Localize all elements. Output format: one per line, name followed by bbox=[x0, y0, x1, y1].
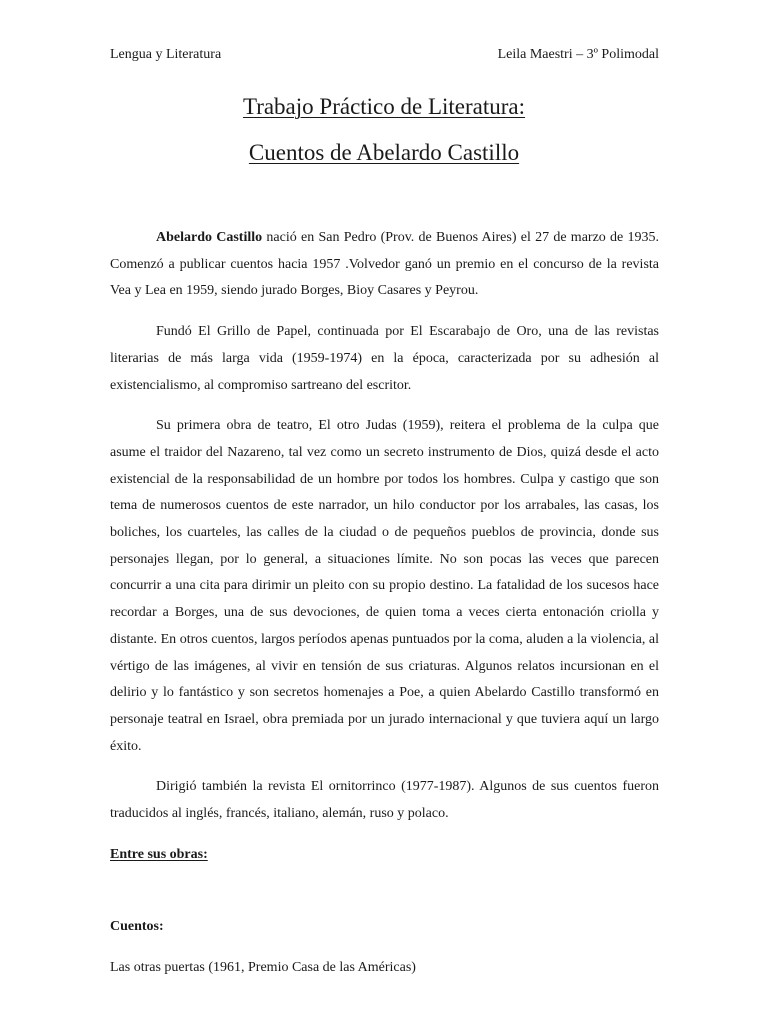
author-name: Abelardo Castillo bbox=[156, 230, 263, 245]
paragraph-2: Fundó El Grillo de Papel, continuada por El Escarabajo de Oro, una de las revistas literarias de más larga vida (1959-1974) en la época, caracterizada por su adhesión al existencialismo, al compromiso sartreano del escritor. bbox=[110, 324, 659, 393]
title-line-2: Cuentos de Abelardo Castillo bbox=[248, 140, 520, 165]
spacer bbox=[110, 882, 659, 914]
header-subject: Lengua y Literatura bbox=[110, 47, 222, 62]
works-heading-line bbox=[110, 842, 659, 869]
paragraph-3: Su primera obra de teatro, El otro Judas (1959), reitera el problema de la culpa que asume el traidor del Nazareno, tal vez como un secreto instrumento de Dios, quizá desde el acto existencial de la responsabilidad de un hombre por todos los hombres. Culpa y castigo que son tema de numerosos cuentos de este narrador, un hilo conductor por los arrabales, las casas, los boliches, los cuarteles, las calles de la ciudad o de pequeños pueblos de provincia, donde sus personajes llegan, por lo general, a situaciones límite. No son pocas las veces que parecen concurrir a una cita para dirimir un pleito con su propio destino. La fatalidad de los sucesos hace recordar a Borges, una de sus devociones, de quien toma a veces cierta entonación criolla y distante. En otros cuentos, largos períodos apenas puntuados por la coma, aluden a la violencia, al vértigo de las imágenes, al vivir en tensión de sus criaturas. Algunos relatos incursionan en el delirio y lo fantástico y son secretos homenajes a Poe, a quien Abelardo Castillo transformó en personaje teatral en Israel, obra premiada por un jurado internacional y que tuviera aquí un largo éxito. bbox=[110, 418, 659, 754]
paragraph-1-text: nació en San Pedro (Prov. de Buenos Aires) el 27 de marzo de 1935. Comenzó a publicar cuentos hacia 1957 .Volvedor ganó un premio en el concurso de la revista Vea y Lea en 1959, siendo jurado Borges, Bioy Casares y Peyrou. bbox=[110, 230, 660, 299]
works-heading: Entre sus obras: bbox=[110, 846, 208, 862]
document-body bbox=[110, 225, 659, 996]
page-header bbox=[110, 45, 659, 65]
works-item-1: Las otras puertas (1961, Premio Casa de las Américas) bbox=[110, 960, 416, 976]
title-line-1: Trabajo Práctico de Literatura: bbox=[242, 94, 526, 119]
paragraph-1 bbox=[110, 225, 659, 305]
stories-heading-line bbox=[110, 914, 659, 941]
stories-heading: Cuentos: bbox=[110, 919, 164, 935]
paragraph-4: Dirigió también la revista El ornitorrinco (1977-1987). Algunos de sus cuentos fueron traducidos al inglés, francés, italiano, alemán, ruso y polaco. bbox=[110, 779, 659, 822]
header-author: Leila Maestri – 3º Polimodal bbox=[497, 47, 659, 62]
